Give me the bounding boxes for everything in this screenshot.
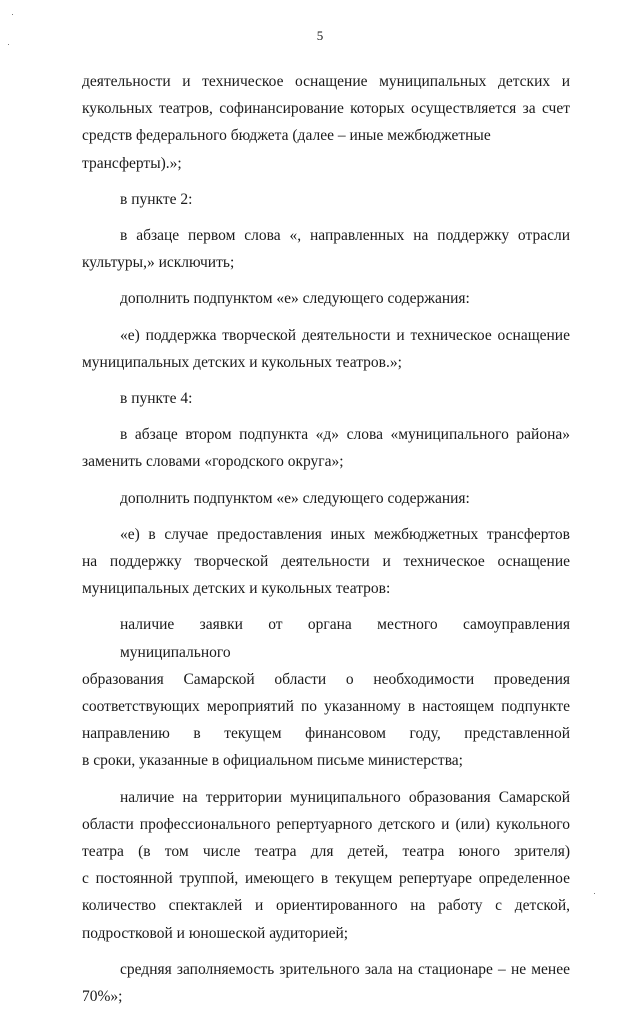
- paragraph: [82, 385, 570, 412]
- text-line: дополнить подпунктом «е» следующего содержания:: [120, 290, 470, 308]
- text-line: культуры,» исключить;: [82, 254, 235, 272]
- text-line: с постоянной труппой, имеющего в текущем репертуаре определенное: [82, 870, 570, 888]
- text-line: в абзаце первом слова «, направленных на поддержку отрасли: [120, 227, 570, 245]
- text-line: средняя заполняемость зрительного зала на стационаре – не менее: [120, 960, 570, 978]
- text-line: количество спектаклей и ориентированного на работу с детской,: [82, 897, 570, 915]
- text-line: муниципальных детских и кукольных театров:: [82, 580, 391, 598]
- paragraph: [82, 521, 570, 603]
- text-line: соответствующих мероприятий по указанному в настоящем подпункте: [82, 698, 570, 716]
- paragraph: [82, 485, 570, 512]
- text-line: средств федерального бюджета (далее – иные межбюджетные трансферты).»;: [82, 127, 491, 172]
- paragraph: [82, 186, 570, 213]
- paragraph: [82, 956, 570, 1010]
- text-line: наличие на территории муниципального образования Самарской: [120, 788, 570, 806]
- scan-speck: [594, 893, 595, 894]
- text-line: в пункте 4:: [120, 390, 193, 408]
- text-line: заменить словами «городского округа»;: [82, 453, 344, 471]
- text-line: области профессионального репертуарного детского и (или) кукольного: [82, 815, 570, 833]
- text-line: на поддержку творческой деятельности и техническое оснащение: [82, 553, 570, 571]
- text-line: образования Самарской области о необходимости проведения: [82, 670, 570, 688]
- page-number: 5: [316, 28, 324, 43]
- text-line: деятельности и техническое оснащение муниципальных детских и: [82, 73, 570, 90]
- text-line: в сроки, указанные в официальном письме министерства;: [82, 752, 463, 770]
- document-body: [82, 68, 570, 1010]
- text-line: «е) поддержка творческой деятельности и техническое оснащение: [120, 326, 570, 344]
- text-line: в абзаце втором подпункта «д» слова «муниципального района»: [120, 426, 570, 444]
- paragraph: [82, 68, 570, 177]
- paragraph: [82, 784, 570, 947]
- scan-speck: [12, 14, 13, 15]
- text-line: театра (в том числе театра для детей, театра юного зрителя): [82, 843, 570, 861]
- text-line: в пункте 2:: [120, 190, 193, 208]
- paragraph: [82, 421, 570, 475]
- text-line: 70%»;: [82, 988, 123, 1006]
- text-line: муниципальных детских и кукольных театров.»;: [82, 353, 402, 371]
- scan-speck: [8, 44, 9, 45]
- text-line: наличие заявки от органа местного самоуправления муниципального: [120, 616, 570, 661]
- text-line: «е) в случае предоставления иных межбюджетных трансфертов: [120, 525, 570, 543]
- text-line: направлению в текущем финансовом году, представленной: [82, 725, 570, 743]
- paragraph: [82, 285, 570, 312]
- paragraph: [82, 222, 570, 276]
- text-line: дополнить подпунктом «е» следующего содержания:: [120, 489, 470, 507]
- text-line: кукольных театров, софинансирование которых осуществляется за счет: [82, 100, 570, 118]
- text-line: подростковой и юношеской аудиторией;: [82, 924, 349, 942]
- paragraph: [82, 322, 570, 376]
- paragraph: [82, 611, 570, 774]
